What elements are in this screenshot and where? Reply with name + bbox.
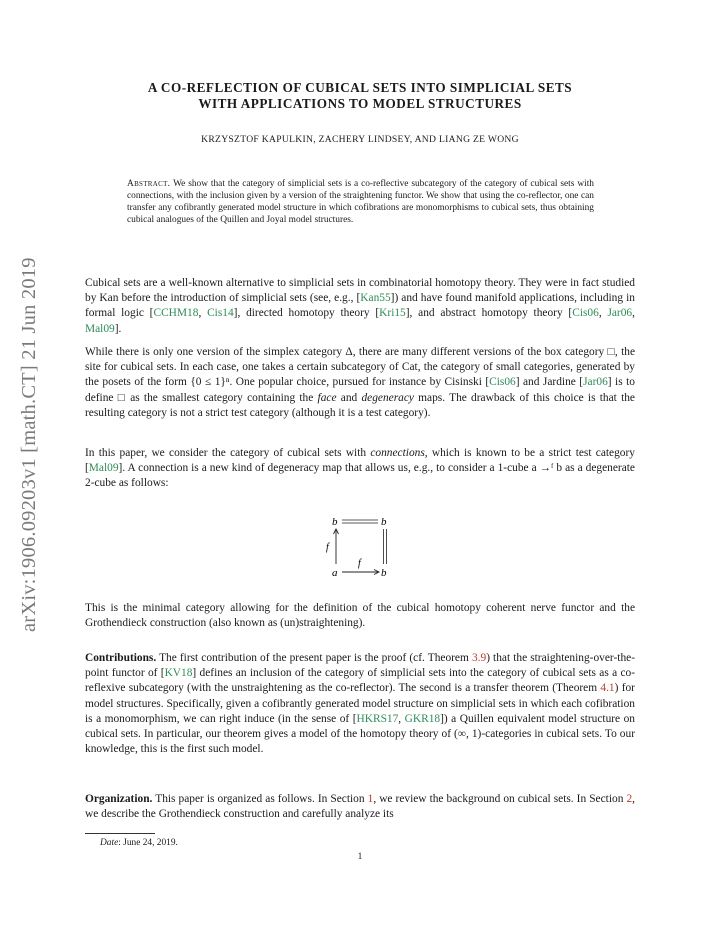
author-list: KRZYSZTOF KAPULKIN, ZACHERY LINDSEY, AND LIANG ZE WONG [201,134,519,145]
citation-link[interactable]: HKRS17 [356,712,399,725]
citation-link[interactable]: Kan55 [360,292,391,305]
text: This paper is organized as follows. In Section [152,793,368,805]
text: ) that the straightening-over-the-point functor of [ [85,652,635,680]
contributions-paragraph [85,651,635,757]
text: , [398,712,405,725]
text: ] defines an inclusion of the category of simplicial sets into the category of cubical sets as a co-reflexive subcategory (with the unstraightening as the co-reflector). The second is a transfer theorem (Theorem [85,667,636,695]
text: maps. The drawback of this choice is that the resulting category is not a strict test category (although it is a test category). [85,391,635,419]
text: , [198,307,208,320]
title-line-1: A CO-REFLECTION OF CUBICAL SETS INTO SIMPLICIAL SETS [147,80,573,95]
text: ) for model structures. Specifically, given a cofibrantly generated model structure on simplicial sets in which each cofibration is a monomorphism, we can right induce (in the sense of [ [85,682,635,725]
diagram-left-arrow-label: f [326,542,329,553]
text: , [632,307,635,320]
intro-paragraph-2 [85,345,635,421]
citation-link[interactable]: Kri15 [379,307,406,320]
text: ]) and have found manifold applications, including in formal logic [ [85,292,635,320]
text: ]. [114,322,122,335]
text: ] is to define □ as the smallest category containing the [85,376,635,404]
text: and [336,391,362,404]
text: ], and abstract homotopy theory [ [405,307,573,320]
emphasis: face [317,391,337,404]
section-heading: Contributions. [85,652,157,664]
citation-link[interactable]: Cis14 [207,307,234,320]
citation-link[interactable]: KV18 [164,667,193,680]
emphasis: connections [370,447,425,459]
arxiv-identifier-stamp: arXiv:1906.09203v1 [math.CT] 21 Jun 2019 [18,257,40,632]
diagram-bottom-right-label: b [381,567,387,579]
title-line-2: WITH APPLICATIONS TO MODEL STRUCTURES [198,96,522,111]
diagram-top-left-label: b [332,516,338,528]
intro-paragraph-3 [85,446,635,492]
theorem-link[interactable]: 4.1 [600,682,615,695]
intro-paragraph-4: This is the minimal category allowing for the definition of the cubical homotopy coherent nerve functor and the Grothendieck construction (also known as (un)straightening). [85,602,635,630]
intro-paragraph-1 [85,276,635,337]
citation-link[interactable]: Jar06 [583,376,608,389]
text: In this paper, we consider the category of cubical sets with [85,447,371,459]
section-link[interactable]: 1 [367,793,374,805]
diagram-bottom-arrow-label: f [358,558,361,569]
connection-square-diagram [318,512,398,582]
emphasis: degeneracy [361,391,414,404]
citation-link[interactable]: Mal09 [88,462,119,475]
text: ]) a Quillen equivalent model structure on cubical sets. In particular, our theorem gives a model of the homotopy theory of (∞, 1)-categories in cubical sets. To our knowledge, this is the first such model. [85,712,635,756]
footnote-date [100,838,178,848]
text: ], directed homotopy theory [ [233,307,380,320]
footnote-label: Date [100,838,119,848]
abstract-heading: Abstract. [127,179,171,189]
citation-link[interactable]: Cis06 [489,376,516,389]
section-heading: Organization. [85,793,153,805]
section-link[interactable]: 2 [626,793,633,805]
citation-link[interactable]: GKR18 [404,712,441,725]
theorem-link[interactable]: 3.9 [471,652,487,664]
citation-link[interactable]: Jar06 [607,307,633,320]
organization-paragraph [85,792,635,822]
diagram-bottom-left-label: a [332,567,338,579]
citation-link[interactable]: Mal09 [85,322,115,335]
text: Cubical sets are a well-known alternative to simplicial sets in combinatorial homotopy theory. They were in fact studied by Kan before the introduction of simplicial sets (see, e.g., [ [85,277,635,305]
abstract-text: We show that the category of simplicial sets is a co-reflective subcategory of the category of cubical sets with connections, with the inclusion given by a version of the straightening functor. We show that using the co-reflector, one can transfer any cofibrantly generated model structure in which cofibrations are monomorphisms to cubical sets, thus obtaining cubical analogues of the Quillen and Joyal model structures. [127,179,594,225]
page-number: 1 [357,852,363,862]
text: ]. A connection is a new kind of degeneracy map that allows us, e.g., to consider a 1-cube a →ᶠ b as a degenerate 2-cube as follows: [85,462,635,490]
footnote-value: : June 24, 2019. [118,838,178,848]
text: ] and Jardine [ [515,376,584,389]
text: , we review the background on cubical sets. In Section [373,793,627,805]
text: , which is known to be a strict test category [ [85,447,635,475]
text: The first contribution of the present paper is the proof (cf. Theorem [156,652,472,664]
text: , [598,307,608,320]
paper-title [90,80,630,112]
diagram-top-right-label: b [381,516,387,528]
footnote-rule [85,833,155,834]
text: While there is only one version of the simplex category Δ, there are many different versions of the box category □, the site for cubical sets. In each case, one takes a certain subcategory of Cat, the category of small categories, generated by the posets of the form {0 ≤ 1}ⁿ. One popular choice, pursued for instance by Cisinski [ [85,346,635,389]
citation-link[interactable]: CCHM18 [153,307,199,320]
text: , we describe the Grothendieck construction and carefully analyze its [85,793,635,821]
citation-link[interactable]: Cis06 [572,307,599,320]
abstract [127,178,594,226]
